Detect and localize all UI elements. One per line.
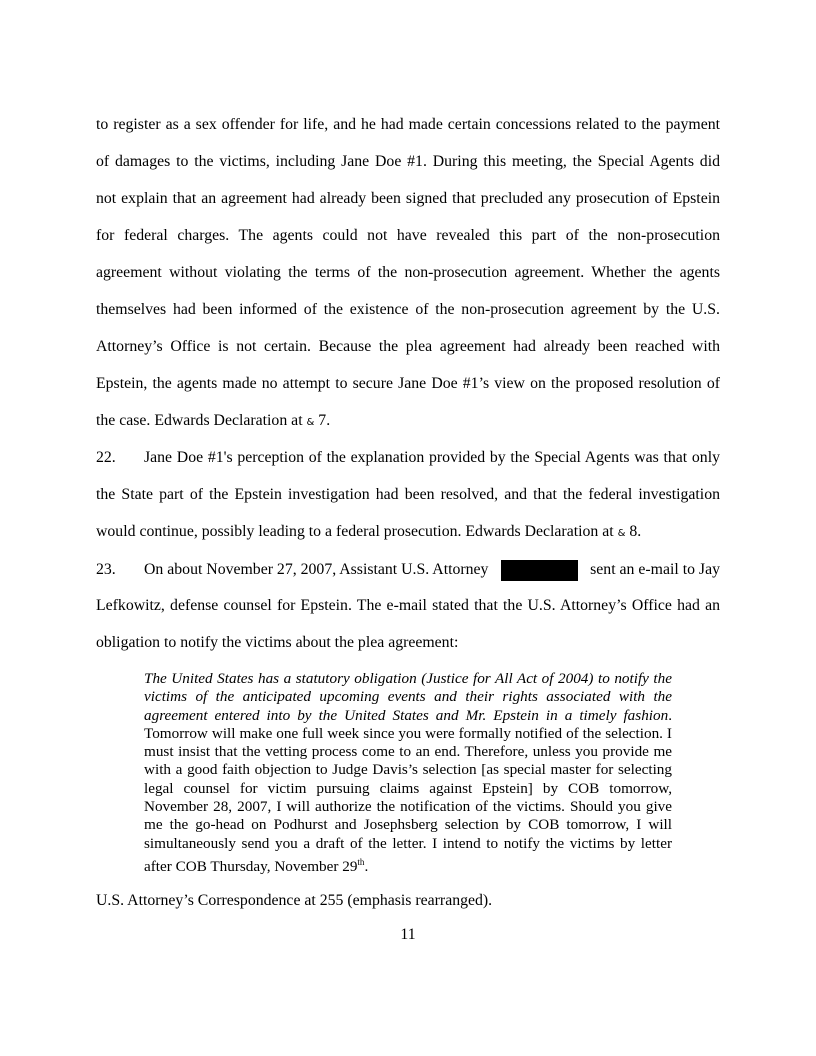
- paragraph-number: 23.: [96, 561, 116, 578]
- text-segment: would continue, possibly leading to a federal prosecution. Edwards Declaration at: [96, 523, 618, 540]
- text-segment: 7.: [314, 412, 331, 429]
- text-line: Jane Doe #1's perception of the explanation provided by the Special Agents was that only: [144, 449, 720, 466]
- text-line: Epstein, the agents made no attempt to secure Jane Doe #1’s view on the proposed resolution of: [96, 375, 720, 392]
- paragraph-symbol: &: [306, 417, 315, 428]
- text-line: of damages to the victims, including Jane Doe #1. During this meeting, the Special Agents did: [96, 153, 720, 170]
- text-line: the State part of the Epstein investigation had been resolved, and that the federal investigation: [96, 486, 720, 503]
- text-line: for federal charges. The agents could not have revealed this part of the non-prosecution: [96, 227, 720, 244]
- text-segment: 8.: [625, 523, 642, 540]
- text-line: agreement without violating the terms of the non-prosecution agreement. Whether the agents: [96, 264, 720, 281]
- ordinal-superscript: th: [357, 856, 365, 867]
- block-quote: [144, 670, 672, 876]
- text-line: themselves had been informed of the existence of the non-prosecution agreement by the U.S.: [96, 301, 720, 318]
- text-segment: On about November 27, 2007, Assistant U.S. Attorney: [144, 561, 489, 578]
- text-line: [144, 560, 720, 581]
- quote-italic-text: The United States has a statutory obligation (Justice for All Act of 2004) to notify the victims of the anticipated upcoming events and their rights associated with the agreement entered into by the United States and Mr. Epstein in a timely fashion: [144, 670, 672, 724]
- quote-end: .: [364, 858, 369, 876]
- paragraph-number: 22.: [96, 449, 116, 466]
- page-number: 11: [400, 926, 416, 943]
- quote-text: . Tomorrow will make one full week since you were formally notified of the selection. I must insist that the vetting process come to an end. Therefore, unless you provide me with a good faith objection to Judge Davis’s selection [as special master for selecting legal counsel for victim pursuing claims against Epstein] by COB tomorrow, November 28, 2007, I will authorize the notification of the victims. Should you give me the go-head on Podhurst and Josephsberg selection by COB tomorrow, I will simultaneously send you a draft of the letter. I intend to notify the victims by letter after COB Thursday, November 29: [144, 706, 672, 876]
- text-line: Attorney’s Office is not certain. Because the plea agreement had already been reached with: [96, 338, 720, 355]
- paragraph-symbol: &: [617, 528, 626, 539]
- text-segment: sent an e-mail to Jay: [590, 561, 720, 578]
- text-line: Lefkowitz, defense counsel for Epstein. The e-mail stated that the U.S. Attorney’s Office had an: [96, 597, 720, 614]
- text-line: not explain that an agreement had already been signed that precluded any prosecution of Epstein: [96, 190, 720, 207]
- text-line: to register as a sex offender for life, and he had made certain concessions related to the payment: [96, 116, 720, 133]
- text-line: obligation to notify the victims about the plea agreement:: [96, 634, 459, 651]
- text-line-last: [96, 411, 720, 433]
- redaction-block: [501, 560, 578, 581]
- text-segment: the case. Edwards Declaration at: [96, 412, 307, 429]
- citation: U.S. Attorney’s Correspondence at 255 (emphasis rearranged).: [96, 892, 493, 909]
- text-line-last: [96, 522, 720, 544]
